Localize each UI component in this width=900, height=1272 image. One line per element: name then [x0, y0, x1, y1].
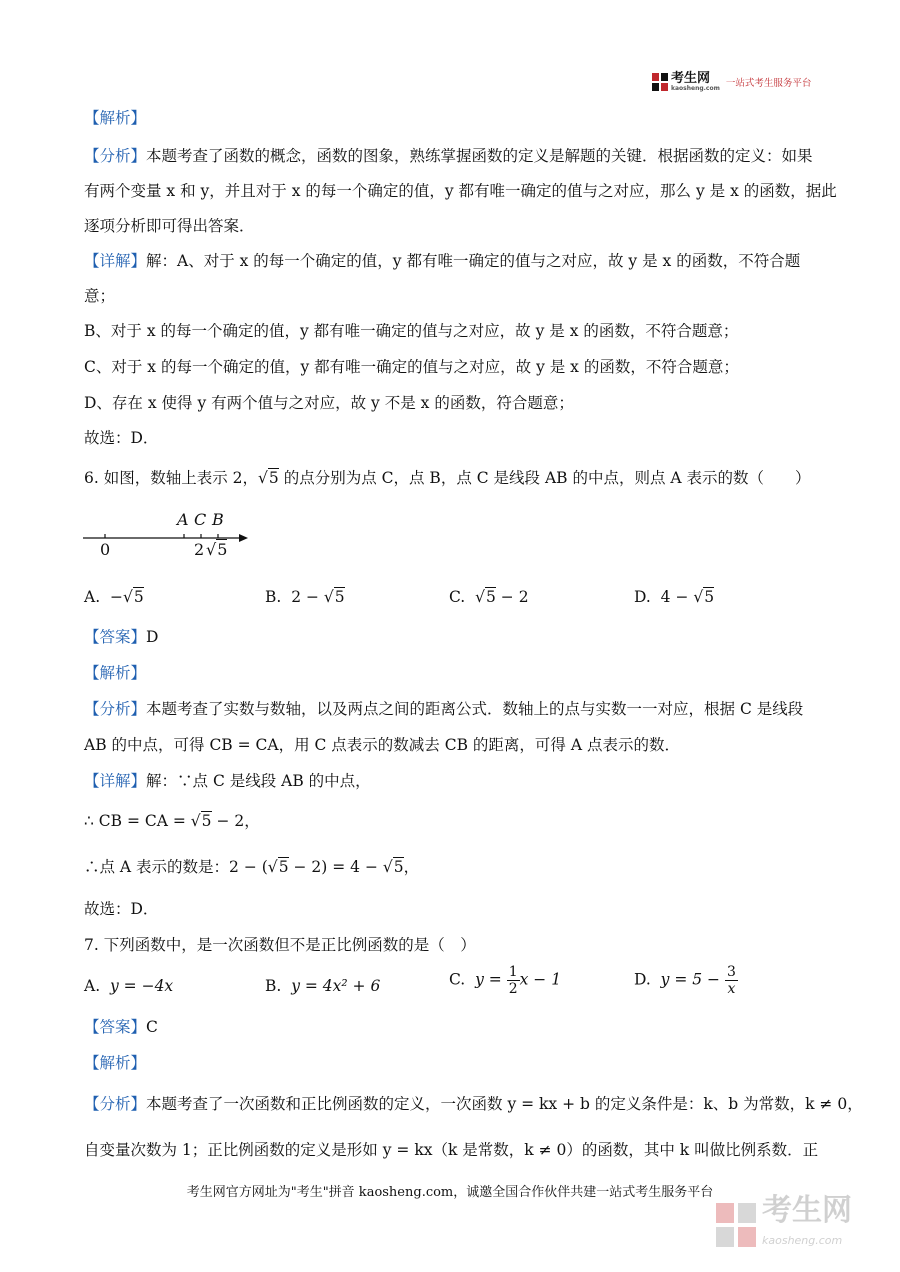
watermark: 考生网 kaosheng.com [716, 1196, 852, 1256]
q6-choice: 故选：D． [84, 900, 159, 918]
brand-logo-icon [652, 73, 668, 91]
q6-number-line [80, 508, 260, 564]
watermark-logo-icon [716, 1203, 758, 1249]
q6-fenxi-line-1: 【分析】本题考查了实数与数轴，以及两点之间的距离公式．数轴上的点与实数一一对应，根据 C 是线段 [84, 700, 804, 718]
q5-xiangjie-line-1: 【详解】解：A、对于 x 的每一个确定的值，y 都有唯一确定的值与之对应，故 y 是 x 的函数，不符合题 [84, 252, 801, 270]
q7-option-d: D. y = 5 − $\frac{3}{x}$ [634, 964, 736, 997]
q7-jiexi-tag: 【解析】 [84, 1054, 147, 1072]
q5-fenxi-line-3: 逐项分析即可得出答案． [84, 217, 255, 235]
q7-fenxi-line-1: 【分析】本题考查了一次函数和正比例函数的定义，一次函数 y = kx + b 的定义条件是：k、b 为常数，k ≠ 0， [84, 1095, 863, 1113]
q5-jiexi-tag: 【解析】 [84, 109, 147, 127]
q7-stem: 7. 下列函数中，是一次函数但不是正比例函数的是（ ） [84, 936, 476, 954]
q6-jiexi-tag: 【解析】 [84, 664, 147, 682]
q6-option-d: D. 4 − √5 [634, 588, 715, 606]
axis-label-a: A [177, 510, 189, 529]
q7-option-a: A. y = −4x [84, 977, 174, 995]
q6-answer: 【答案】D [84, 628, 159, 646]
q5-fenxi-line-1: 【分析】本题考查了函数的概念，函数的图象，熟练掌握函数的定义是解题的关键．根据函数的定义：如果 [84, 147, 813, 165]
axis-label-c: C [194, 510, 207, 529]
header-logo [652, 71, 811, 93]
q7-fenxi-line-2: 自变量次数为 1；正比例函数的定义是形如 y = kx（k 是常数，k ≠ 0）的函数，其中 k 叫做比例系数．正 [84, 1141, 819, 1159]
q6-fenxi-line-2: AB 的中点，可得 CB = CA，用 C 点表示的数减去 CB 的距离，可得 A 点表示的数． [84, 736, 680, 754]
q6-stem: 6. 如图，数轴上表示 2，√5 的点分别为点 C，点 B，点 C 是线段 AB 的中点，则点 A 表示的数（ ） [84, 469, 811, 487]
brand-slogan: 一站式考生服务平台 [725, 78, 812, 89]
q5-choice: 故选：D． [84, 429, 159, 447]
q5-option-d-line: D、存在 x 使得 y 有两个值与之对应，故 y 不是 x 的函数，符合题意； [84, 394, 574, 412]
q7-option-b: B. y = 4x² + 6 [265, 977, 381, 995]
q6-step-1: ∴ CB = CA = √5 − 2， [84, 812, 260, 830]
q5-fenxi-line-2: 有两个变量 x 和 y，并且对于 x 的每一个确定的值，y 都有唯一确定的值与之对应，那么 y 是 x 的函数，据此 [84, 182, 837, 200]
q6-option-c: C. √5 − 2 [449, 588, 529, 606]
axis-label-b: B [212, 510, 224, 529]
q6-option-a: A. −√5 [84, 588, 144, 606]
q5-option-b-line: B、对于 x 的每一个确定的值，y 都有唯一确定的值与之对应，故 y 是 x 的函数，不符合题意； [84, 322, 739, 340]
q5-option-c-line: C、对于 x 的每一个确定的值，y 都有唯一确定的值与之对应，故 y 是 x 的函数，不符合题意； [84, 358, 739, 376]
axis-label-zero: 0 [100, 540, 111, 559]
q6-xiangjie-line-1: 【详解】解：∵点 C 是线段 AB 的中点， [84, 772, 371, 790]
brand-name: 考生网 kaosheng.com [671, 70, 720, 92]
q6-option-b: B. 2 − √5 [265, 588, 345, 606]
q6-step-2: ∴点 A 表示的数是：2 − (√5 − 2) = 4 − √5， [84, 858, 420, 876]
axis-label-two: 2 [194, 540, 205, 559]
axis-label-root5: √5 [206, 540, 228, 559]
q5-xiangjie-line-2: 意； [84, 287, 116, 305]
q7-answer: 【答案】C [84, 1018, 158, 1036]
q7-option-c: C. y = $\frac{1}{2}$ x − 1 [449, 964, 562, 997]
page-footer: 考生网官方网址为"考生"拼音 kaosheng.com，诚邀全国合作伙伴共建一站式考生服务平台 [186, 1185, 714, 1200]
